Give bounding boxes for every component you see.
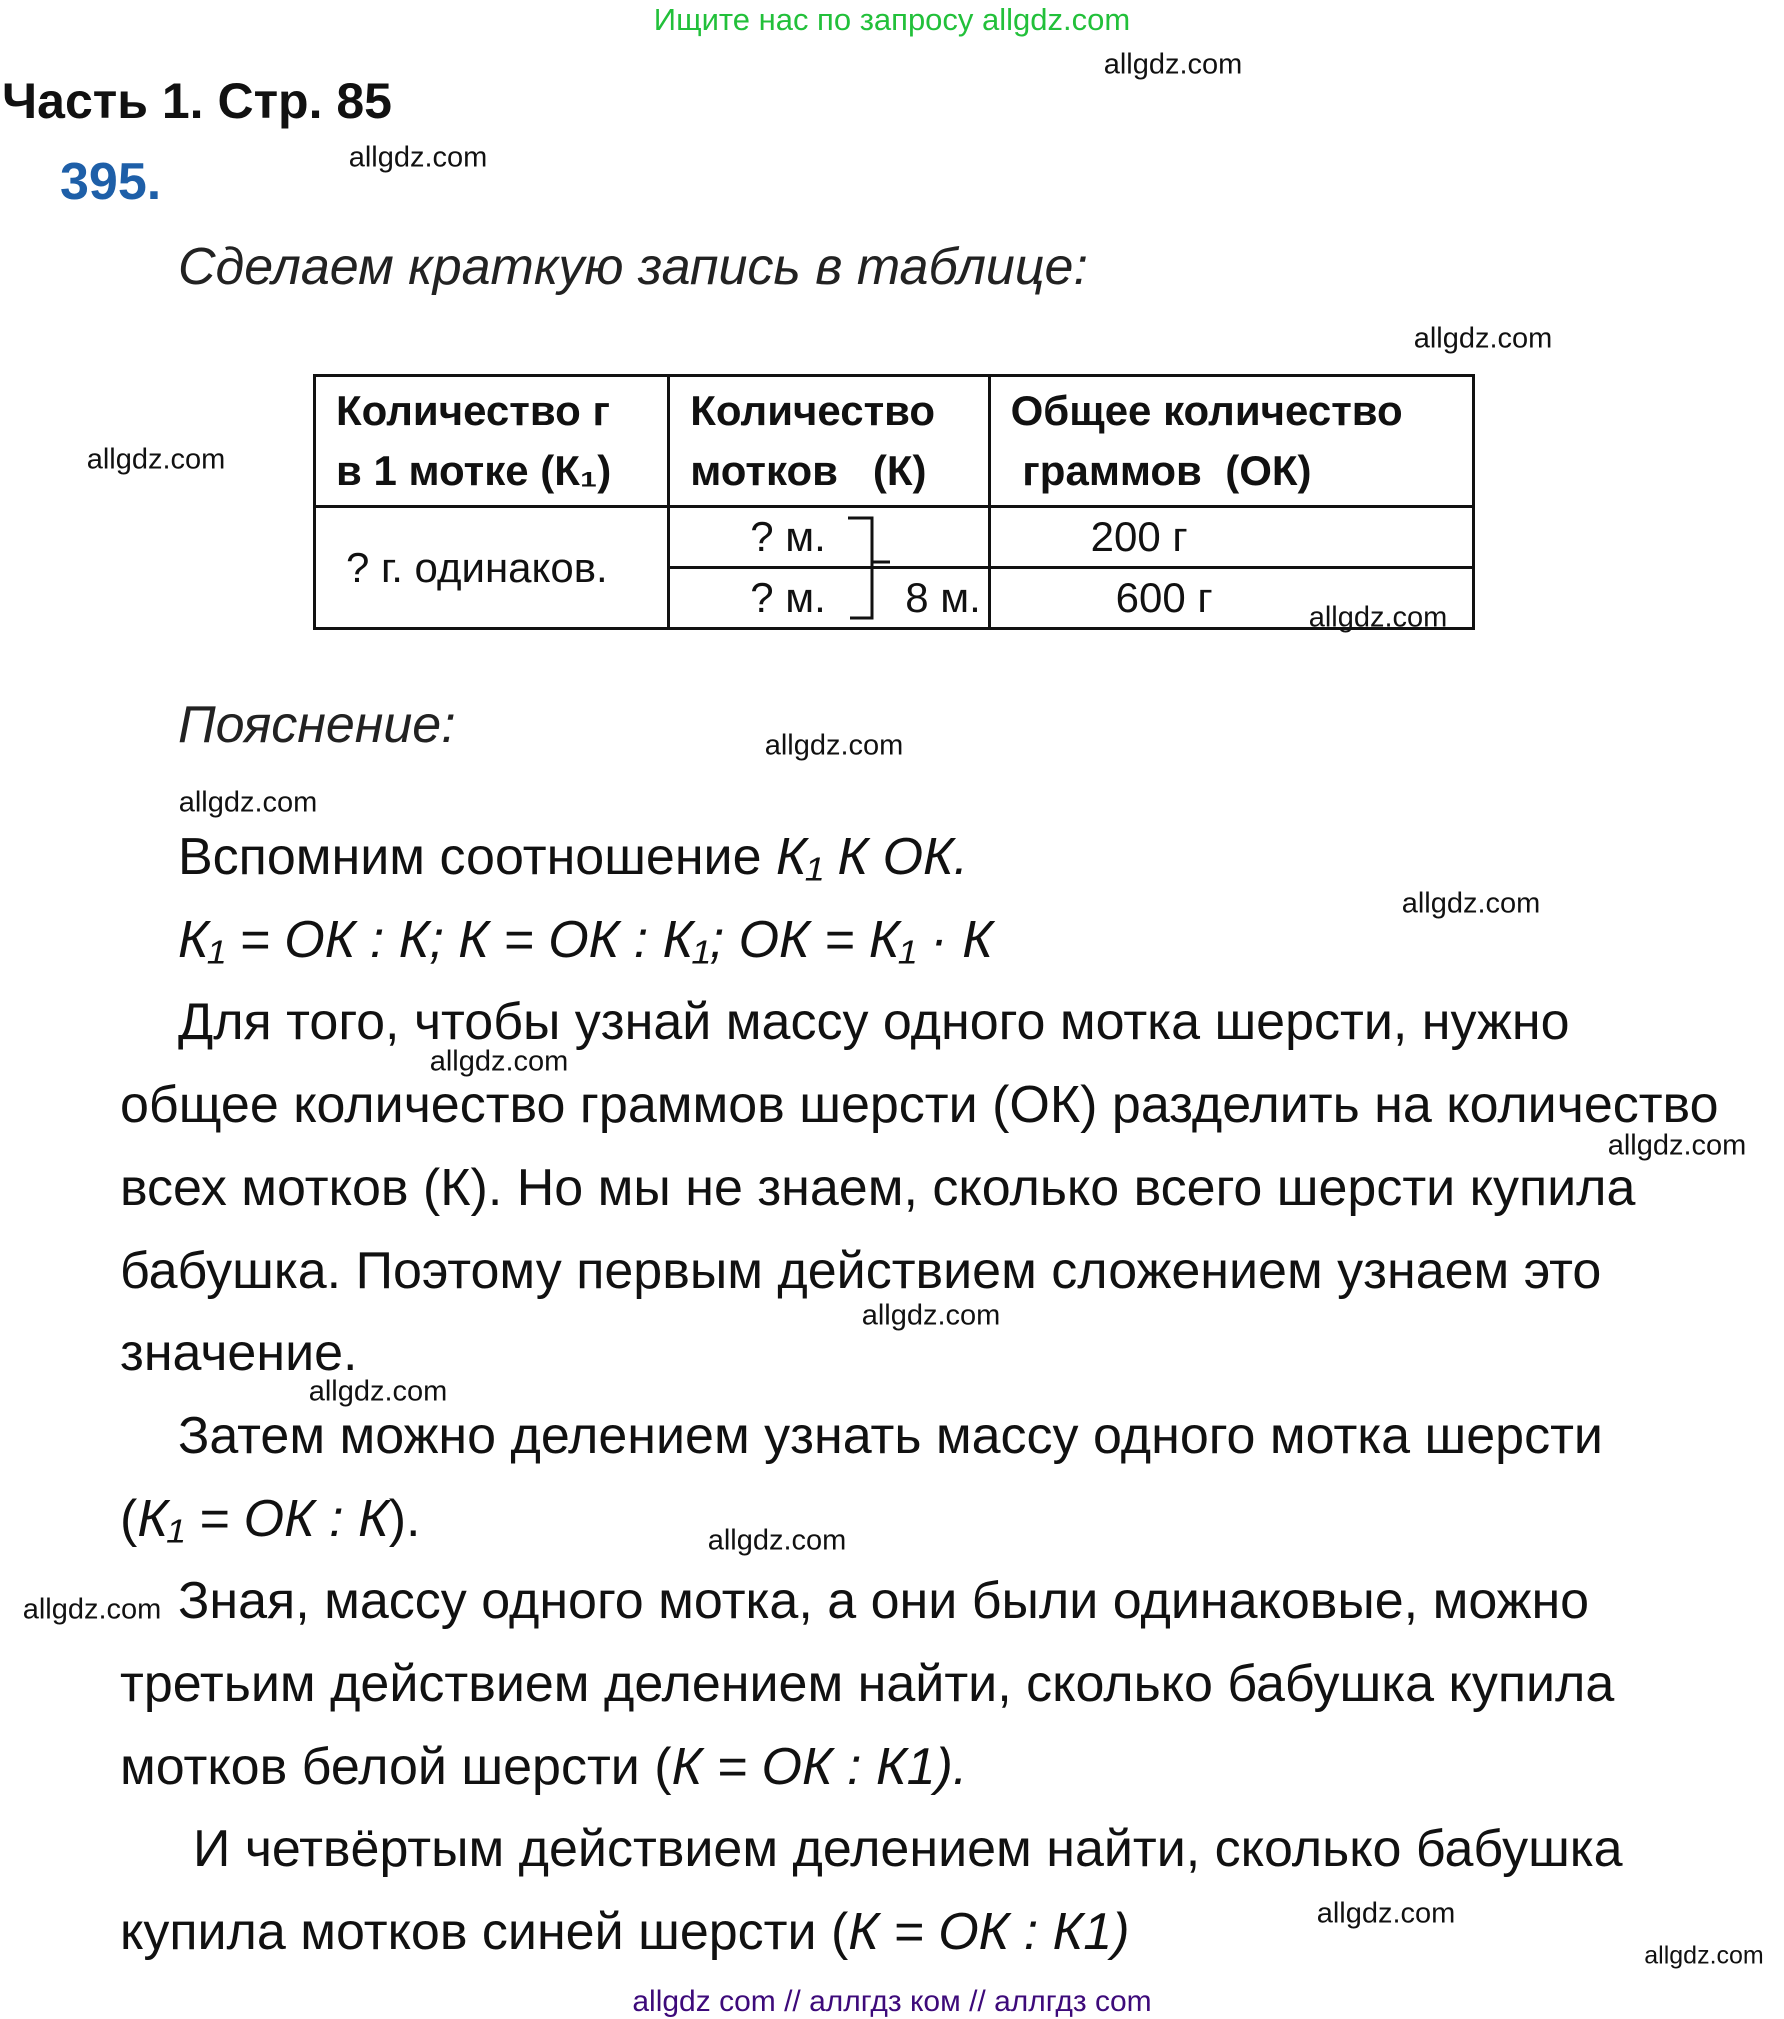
text-line xyxy=(178,1560,1589,1643)
formula-text: К₁ К ОК. xyxy=(775,828,969,886)
text-line xyxy=(120,1891,1130,1974)
header-skein-count xyxy=(669,376,989,507)
text-line xyxy=(120,1147,1635,1230)
header-line: Общее количество xyxy=(1010,387,1403,434)
exercise-number: 395. xyxy=(60,153,162,211)
count-value: ? м. xyxy=(750,574,826,621)
header-grams-per-skein xyxy=(315,376,669,507)
footer-links[interactable]: allgdz com // аллгдз ком // аллгдз com xyxy=(632,1985,1152,2018)
line-text: мотков белой шерсти ( xyxy=(120,1737,672,1796)
page-title: Часть 1. Стр. 85 xyxy=(2,73,392,129)
line-text: И четвёртым действием делением найти, сколько бабушка xyxy=(193,1820,1623,1879)
text-line xyxy=(178,981,1569,1064)
watermark: allgdz.com xyxy=(308,1375,448,1408)
line-text: всех мотков (К). Но мы не знаем, сколько всего шерсти купила xyxy=(120,1158,1636,1217)
line-text: ( xyxy=(120,1489,138,1548)
line-text: третьим действием делением найти, сколько бабушка купила xyxy=(120,1655,1615,1713)
header-total-grams xyxy=(989,376,1473,507)
watermark: allgdz.com xyxy=(764,729,904,762)
brace-total: 8 м. xyxy=(905,574,981,621)
text-line xyxy=(120,1726,967,1809)
line-text: Зная, массу одного мотка, а они были одинаковые, можно xyxy=(178,1572,1590,1631)
watermark: allgdz.com xyxy=(178,786,318,819)
watermark: allgdz.com xyxy=(1103,48,1243,81)
watermark: allgdz.com xyxy=(1401,887,1541,920)
line-text: купила мотков синей шерсти ( xyxy=(120,1903,849,1962)
text-line xyxy=(193,1808,1623,1891)
formula-text: К₁ = ОК : К; К = ОК : К₁; ОК = К₁ · К xyxy=(178,910,993,969)
intro-text: Сделаем краткую запись в таблице: xyxy=(178,238,1088,296)
header-line: в 1 мотке (К₁) xyxy=(336,447,612,494)
header-line: Количество xyxy=(690,387,936,434)
watermark: allgdz.com xyxy=(22,1593,162,1626)
text-line xyxy=(178,816,968,899)
watermark: allgdz.com xyxy=(1316,1897,1456,1930)
watermark: allgdz.com xyxy=(1413,322,1553,355)
line-text: общее количество граммов шерсти (ОК) разделить на количество xyxy=(120,1076,1719,1135)
watermark: allgdz.com xyxy=(1644,1941,1764,1970)
header-line: мотков (К) xyxy=(690,447,927,494)
formula-text: К = ОК : К1) xyxy=(848,1903,1130,1962)
watermark: allgdz.com xyxy=(707,1524,847,1557)
line-text: Для того, чтобы узнай массу одного мотка шерсти, нужно xyxy=(178,993,1570,1052)
watermark: allgdz.com xyxy=(861,1299,1001,1332)
header-line: граммов (ОК) xyxy=(1010,447,1312,494)
line-text: значение. xyxy=(120,1324,358,1383)
line-text: бабушка. Поэтому первым действием сложением узнаем это xyxy=(120,1241,1602,1300)
cell-total: 600 г xyxy=(989,568,1473,629)
explanation-label: Пояснение: xyxy=(178,696,456,754)
search-banner[interactable]: Ищите нас по запросу allgdz.com xyxy=(653,2,1131,37)
formula-text: К = ОК : К1). xyxy=(671,1737,968,1796)
watermark: allgdz.com xyxy=(86,443,226,476)
cell-count xyxy=(669,568,989,629)
table-header-row xyxy=(315,376,1474,507)
text-line xyxy=(120,1064,1719,1147)
watermark: allgdz.com xyxy=(1308,601,1448,634)
watermark: allgdz.com xyxy=(348,141,488,174)
text-line xyxy=(120,1478,421,1561)
line-text: ). xyxy=(388,1489,421,1548)
text-line xyxy=(120,1230,1601,1313)
formula-text: К₁ = ОК : К xyxy=(137,1489,389,1548)
brace-icon xyxy=(840,510,910,625)
line-text: Затем можно делением узнать массу одного мотка шерсти xyxy=(178,1406,1603,1465)
header-line: Количество г xyxy=(336,387,610,434)
line-text: Вспомним соотношение xyxy=(178,828,776,886)
cell-grams-per-skein: ? г. одинаков. xyxy=(315,507,669,629)
watermark: allgdz.com xyxy=(1607,1129,1747,1162)
watermark: allgdz.com xyxy=(429,1045,569,1078)
text-line xyxy=(178,899,993,982)
cell-total: 200 г xyxy=(989,507,1473,568)
text-line xyxy=(120,1643,1614,1726)
cell-count: ? м. xyxy=(669,507,989,568)
